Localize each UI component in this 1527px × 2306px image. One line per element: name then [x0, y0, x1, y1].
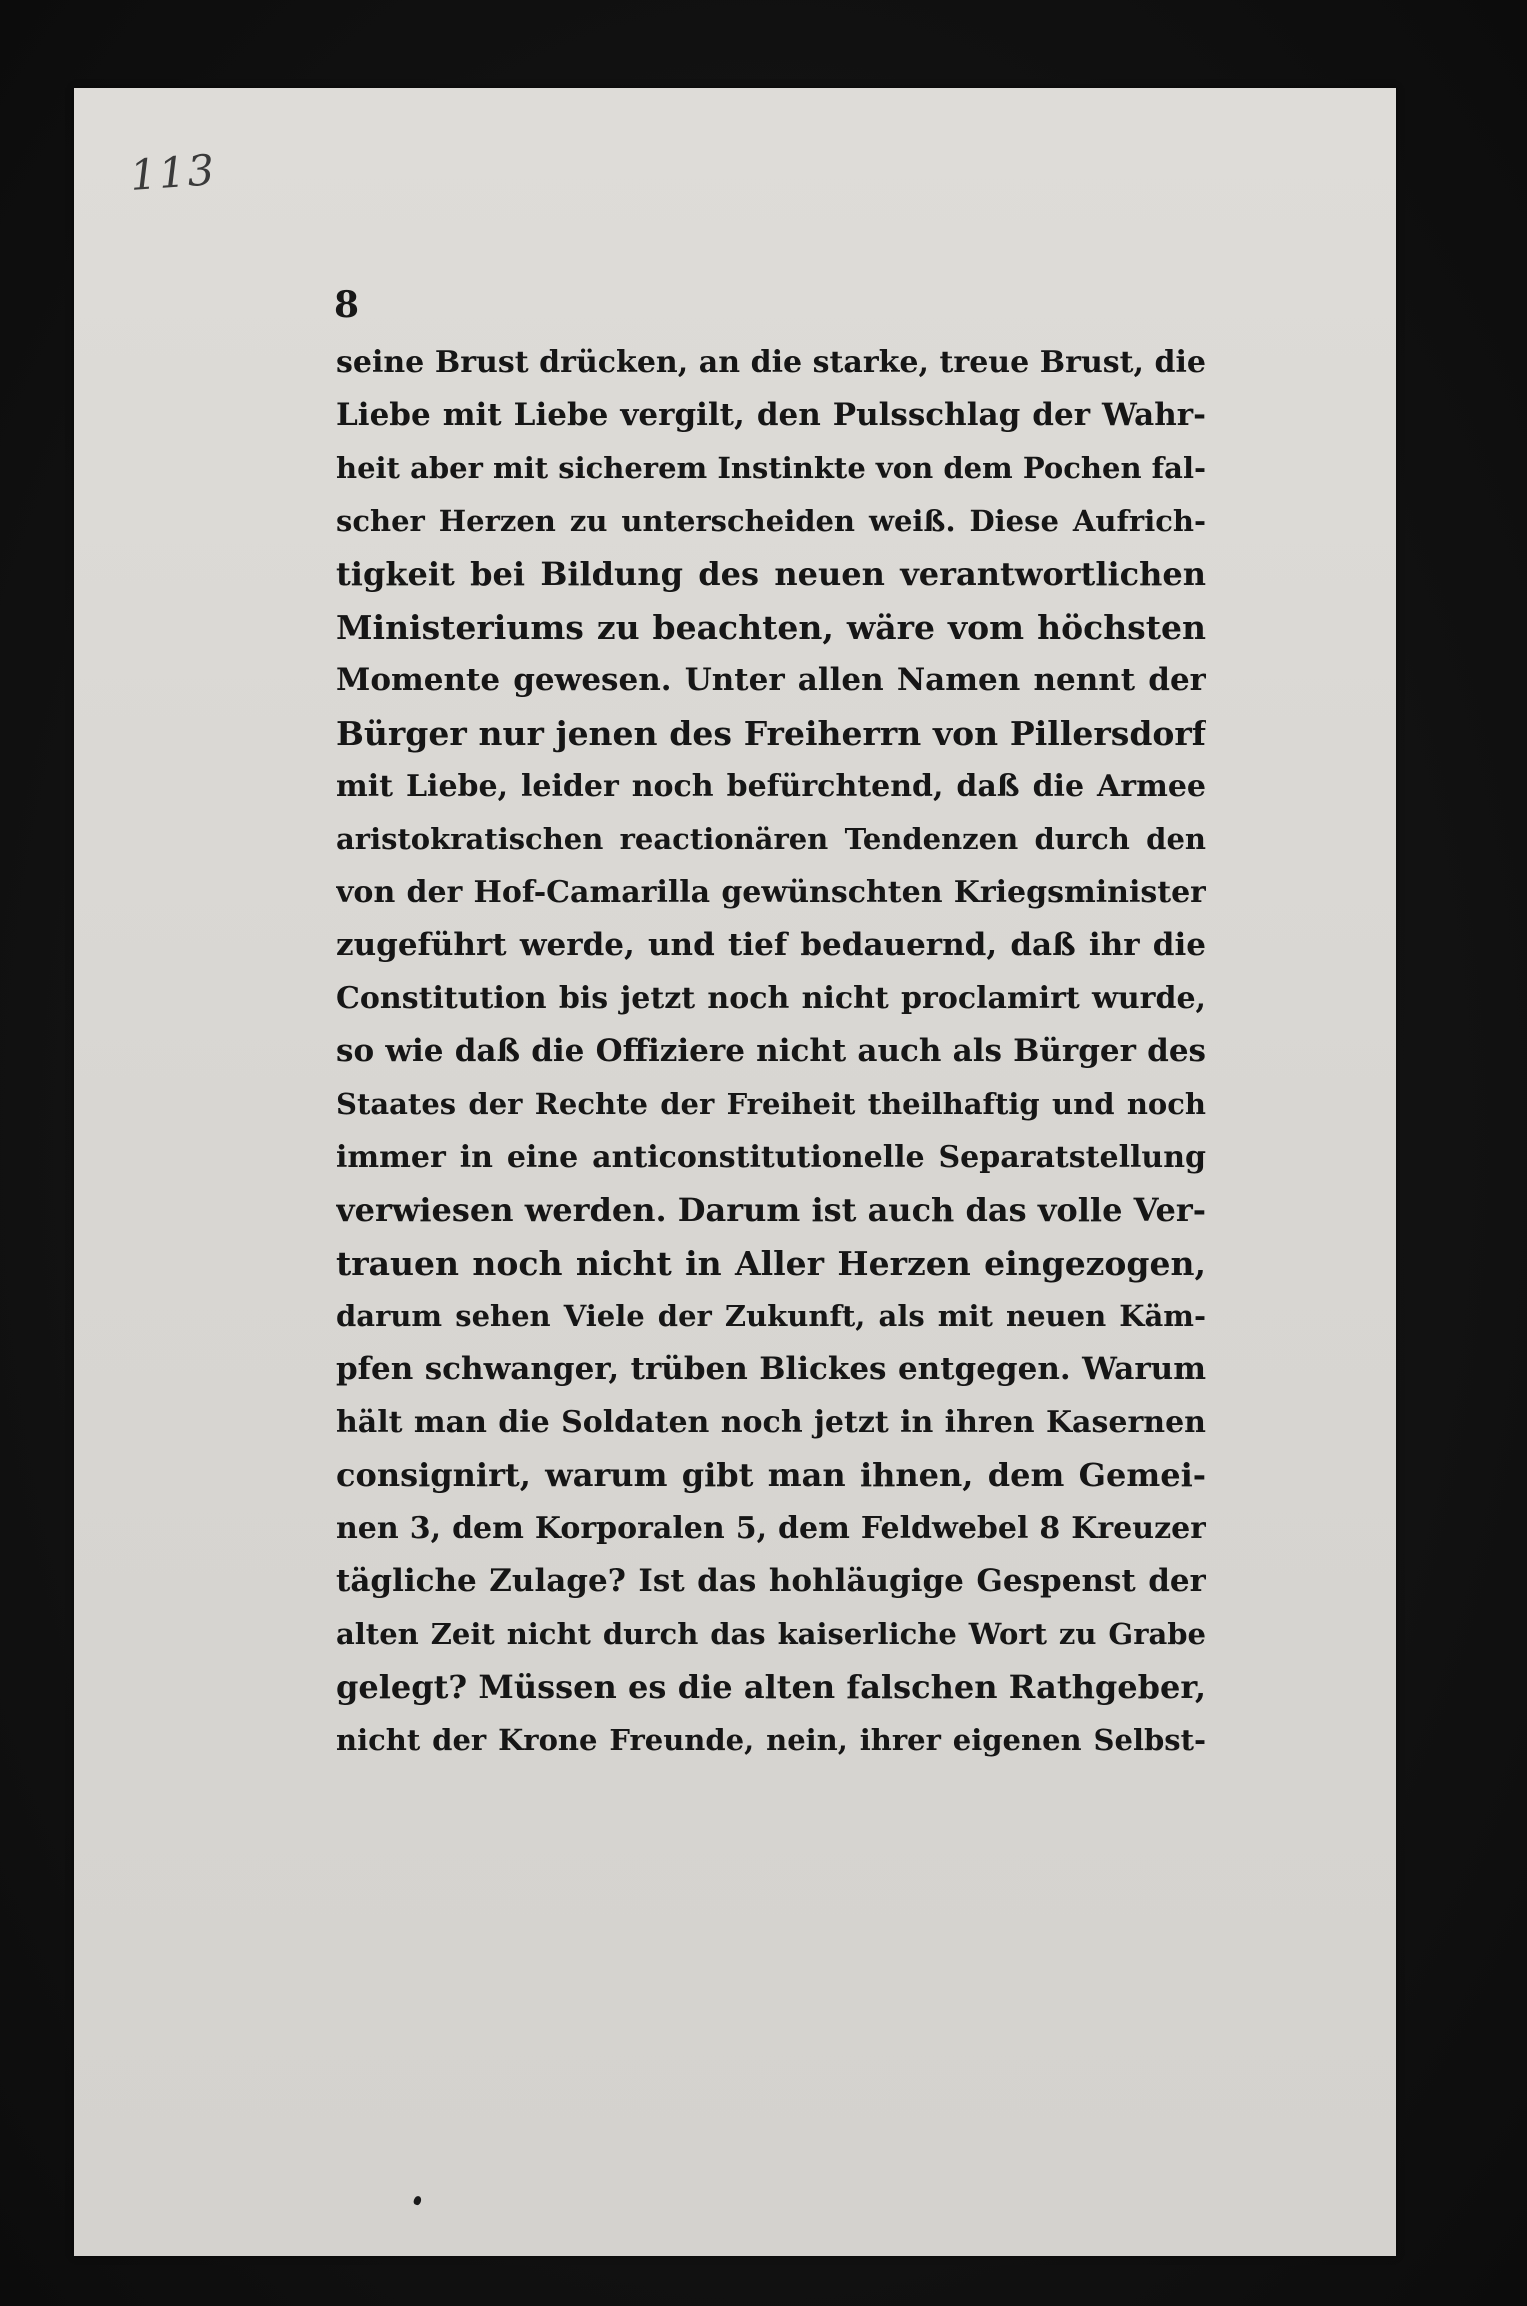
text-line: trauen noch nicht in Aller Herzen eingezogen, [336, 1244, 1206, 1283]
text-line: nen 3, dem Korporalen 5, dem Feldwebel 8 Kreuzer [336, 1511, 1206, 1546]
text-line: seine Brust drücken, an die starke, treue Brust, die [336, 345, 1206, 380]
text-line: gelegt? Müssen es die alten falschen Rathgeber, [336, 1668, 1206, 1706]
text-line: Momente gewesen. Unter allen Namen nennt der [336, 662, 1206, 698]
text-line: darum sehen Viele der Zukunft, als mit neuen Käm- [336, 1299, 1206, 1333]
text-line: nicht der Krone Freunde, nein, ihrer eigenen Selbst- [336, 1723, 1206, 1757]
text-line: verwiesen werden. Darum ist auch das volle Ver- [336, 1191, 1206, 1229]
archive-page-number-handwritten: 113 [128, 145, 218, 200]
text-line: zugeführt werde, und tief bedauernd, daß ihr die [336, 927, 1206, 963]
text-line: mit Liebe, leider noch befürchtend, daß die Armee [336, 769, 1206, 804]
text-line: von der Hof-Camarilla gewünschten Kriegsminister [336, 875, 1206, 910]
text-line: tigkeit bei Bildung des neuen verantwortlichen [336, 555, 1206, 593]
text-line: pfen schwanger, trüben Blickes entgegen. Warum [336, 1351, 1206, 1387]
text-line: aristokratischen reactionären Tendenzen durch den [336, 822, 1206, 856]
text-line: Staates der Rechte der Freiheit theilhaftig und noch [336, 1087, 1206, 1121]
text-line: scher Herzen zu unterscheiden weiß. Diese Aufrich- [336, 504, 1206, 538]
body-text [336, 336, 1206, 1767]
text-line: Ministeriums zu beachten, wäre vom höchsten [336, 608, 1206, 647]
text-line: hält man die Soldaten noch jetzt in ihren Kasernen [336, 1405, 1206, 1440]
text-line: immer in eine anticonstitutionelle Separatstellung [336, 1140, 1206, 1175]
text-line: heit aber mit sicherem Instinkte von dem Pochen fal- [336, 451, 1206, 485]
text-line: Constitution bis jetzt noch nicht proclamirt wurde, [336, 981, 1206, 1016]
text-line: alten Zeit nicht durch das kaiserliche Wort zu Grabe [336, 1617, 1206, 1651]
text-line: consignirt, warum gibt man ihnen, dem Gemei- [336, 1456, 1206, 1494]
text-line: tägliche Zulage? Ist das hohläugige Gespenst der [336, 1563, 1206, 1599]
text-line: so wie daß die Offiziere nicht auch als Bürger des [336, 1033, 1206, 1069]
text-line: Bürger nur jenen des Freiherrn von Pillersdorf [336, 714, 1206, 753]
printed-page-number: 8 [334, 284, 360, 326]
text-line: Liebe mit Liebe vergilt, den Pulsschlag der Wahr- [336, 397, 1206, 433]
